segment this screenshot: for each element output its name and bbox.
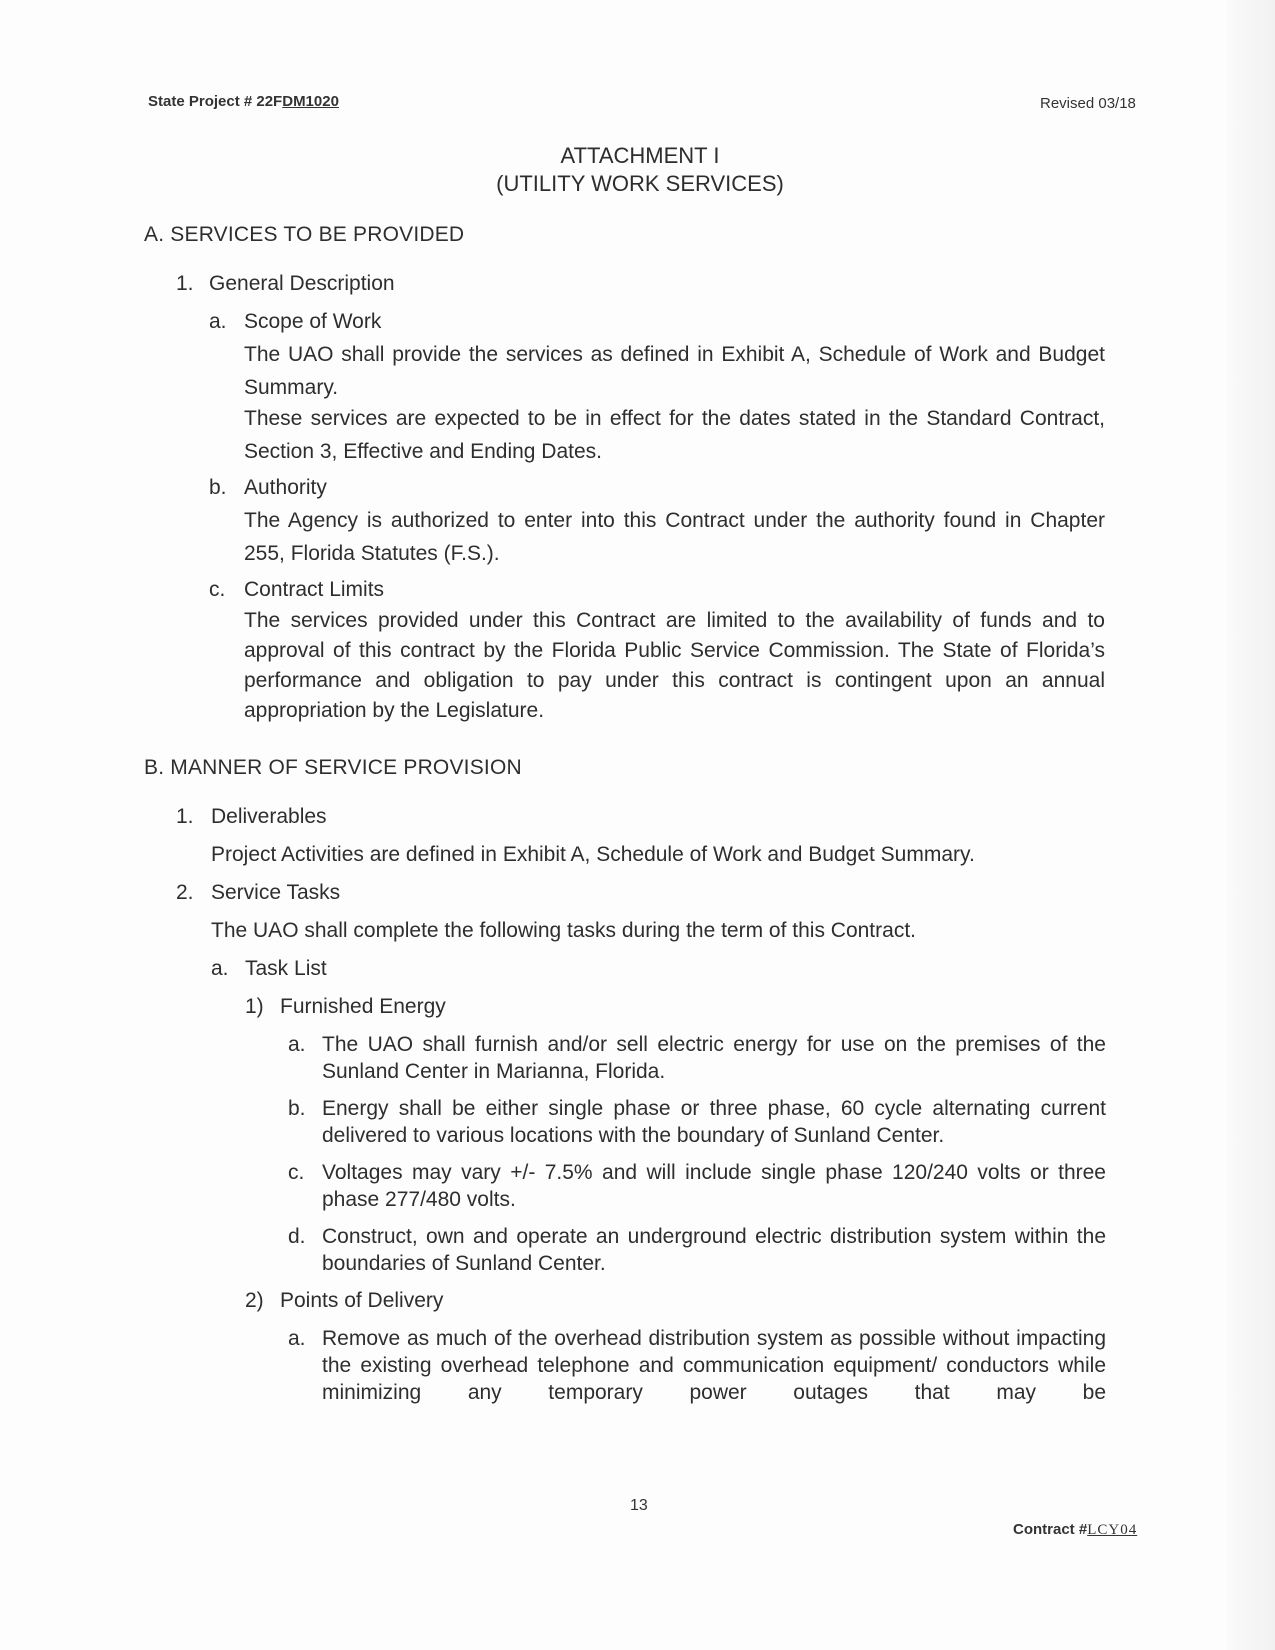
item-a1-marker: 1. <box>176 272 194 295</box>
attachment-title <box>440 142 840 198</box>
delivery-item-a-marker: a. <box>288 1327 306 1350</box>
authority-marker: b. <box>209 476 227 499</box>
title-line-1: ATTACHMENT I <box>560 143 720 168</box>
energy-item-a-marker: a. <box>288 1033 306 1056</box>
revision-date: Revised 03/18 <box>1040 95 1136 112</box>
scope-text-2: These services are expected to be in effect for the dates stated in the Standard Contract, Section 3, Effective and Ending Dates. <box>244 407 1105 463</box>
service-tasks-label: Service Tasks <box>211 881 341 904</box>
delivery-item-a-text: Remove as much of the overhead distribution system as possible without impacting the existing overhead telephone and communication equipment/ conductors while minimizing any temporary power outages that may be <box>322 1327 1106 1404</box>
scope-text-1: The UAO shall provide the services as defined in Exhibit A, Schedule of Work and Budget Summary. <box>244 343 1105 399</box>
item-a1-label: General Description <box>209 272 395 295</box>
service-tasks-marker: 2. <box>176 881 194 904</box>
deliverables-label: Deliverables <box>211 805 327 828</box>
energy-item-c-marker: c. <box>288 1161 305 1184</box>
deliverables-text: Project Activities are defined in Exhibit A, Schedule of Work and Budget Summary. <box>211 843 975 866</box>
project-label: State Project # 22F <box>148 93 283 110</box>
energy-item-b-marker: b. <box>288 1097 306 1120</box>
project-code: DM1020 <box>282 93 339 110</box>
contract-limits-text: The services provided under this Contract are limited to the availability of funds and to approval of this contract by the Florida Public Service Commission. The State of Florida’s performance and obligation to pay under this contract is contingent upon an annual appropriation by the Legislature. <box>244 609 1105 722</box>
authority-label: Authority <box>244 476 327 499</box>
task-list-marker: a. <box>211 957 229 980</box>
deliverables-marker: 1. <box>176 805 194 828</box>
energy-item-a-text: The UAO shall furnish and/or sell electric energy for use on the premises of the Sunland Center in Marianna, Florida. <box>322 1033 1106 1083</box>
task-list-label: Task List <box>245 957 327 980</box>
project-number <box>148 93 339 110</box>
energy-item-b-text: Energy shall be either single phase or three phase, 60 cycle alternating current delivered to various locations with the boundary of Sunland Center. <box>322 1097 1106 1147</box>
section-b-heading: B. MANNER OF SERVICE PROVISION <box>144 756 522 779</box>
furnished-energy-label: Furnished Energy <box>280 995 446 1018</box>
scope-marker: a. <box>209 310 227 333</box>
furnished-energy-marker: 1) <box>245 995 264 1018</box>
title-line-2: (UTILITY WORK SERVICES) <box>496 171 784 196</box>
energy-item-d-text: Construct, own and operate an underground electric distribution system within the boundaries of Sunland Center. <box>322 1225 1106 1275</box>
section-a-heading: A. SERVICES TO BE PROVIDED <box>144 223 465 246</box>
contract-limits-label: Contract Limits <box>244 578 385 601</box>
contract-limits-marker: c. <box>209 578 226 601</box>
energy-item-c-text: Voltages may vary +/- 7.5% and will include single phase 120/240 volts or three phase 277/480 volts. <box>322 1161 1106 1211</box>
contract-id: LCY04 <box>1087 1522 1138 1538</box>
energy-item-d-marker: d. <box>288 1225 306 1248</box>
page-number: 13 <box>630 1497 648 1514</box>
scope-label: Scope of Work <box>244 310 382 333</box>
authority-text: The Agency is authorized to enter into this Contract under the authority found in Chapter 255, Florida Statutes (F.S.). <box>244 509 1105 565</box>
contract-label: Contract # <box>1013 1521 1088 1538</box>
points-of-delivery-label: Points of Delivery <box>280 1289 444 1312</box>
page-edge-shadow <box>1227 0 1275 1650</box>
service-tasks-text: The UAO shall complete the following tasks during the term of this Contract. <box>211 919 916 942</box>
points-of-delivery-marker: 2) <box>245 1289 264 1312</box>
contract-number <box>1013 1521 1137 1539</box>
